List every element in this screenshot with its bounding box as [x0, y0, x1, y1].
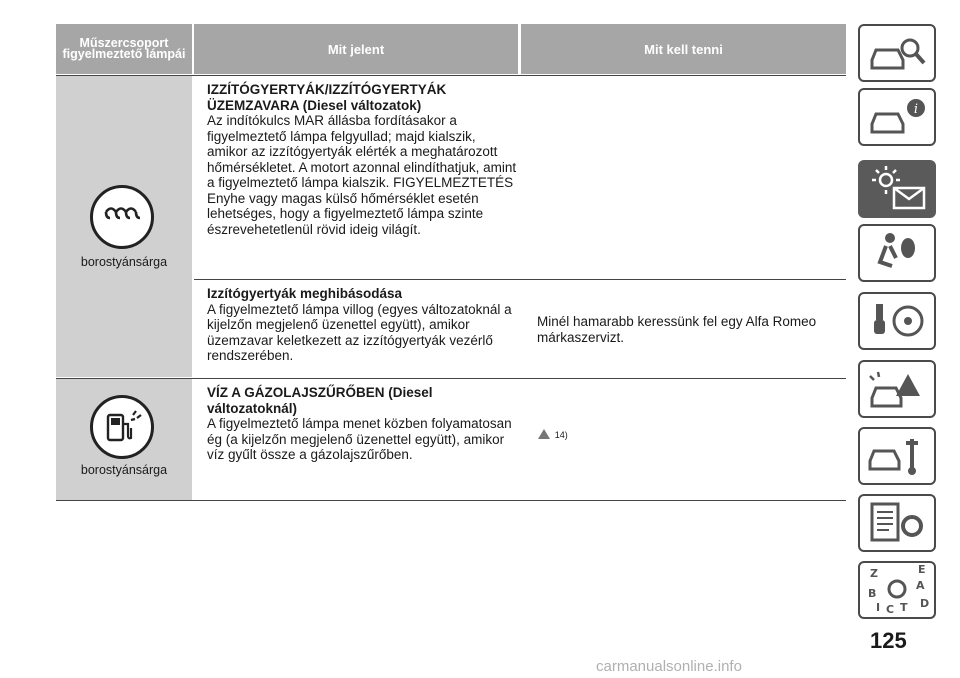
- svg-text:I: I: [876, 601, 881, 614]
- row-malfunction-text: [207, 286, 517, 364]
- tab-car-service[interactable]: [858, 427, 936, 485]
- car-search-icon: [860, 26, 934, 80]
- alphabet-index-icon: [860, 563, 934, 617]
- header-col-meaning: Mit jelent: [194, 24, 518, 74]
- svg-text:i: i: [913, 102, 919, 117]
- row-water-body: A figyelmeztető lámpa menet közben folyamatosan ég (a kijelzőn megjelenő üzenettel együtt), amikor víz gyűlt össze a gázolajszűrőben.: [207, 416, 512, 462]
- svg-text:E: E: [918, 563, 926, 576]
- lamp-color-label: borostyánsárga: [80, 255, 168, 269]
- row-malfunction-title: Izzítógyertyák meghibásodása: [207, 286, 403, 301]
- row-water-text: [207, 385, 517, 463]
- header-col-lamps: Műszercsoport figyelmeztető lámpái: [56, 24, 192, 74]
- page-number: 125: [870, 628, 907, 653]
- caution-triangle-icon: [537, 428, 551, 440]
- row-water-title: VÍZ A GÁZOLAJSZŰRŐBEN (Diesel változatoknál): [207, 385, 433, 416]
- tab-key-steering[interactable]: [858, 292, 936, 350]
- lamp-color-label: borostyánsárga: [80, 463, 168, 477]
- row-glow-plug-body: Az indítókulcs MAR állásba fordításakor a figyelmeztető lámpa felgyullad; majd kialszik, amikor az izzítógyertyák elérték a meghatározott hőmérsékletet. A motort azonnal elindíthatjuk, amint a figyelmeztető lámpa kialszik. FIGYELMEZTETÉS Enyhe vagy magas külső hőmérséklet esetén lehetséges, hogy a figyelmeztető lámpa szinte észrevehetetlenül rövid ideig világít.: [207, 113, 517, 237]
- row-malfunction-body: A figyelmeztető lámpa villog (egyes változatoknál a kijelzőn megjelenő üzenettel együtt), amikor üzemzavar keletkezett az izzítógyertyák vezérlő rendszerében.: [207, 301, 512, 363]
- header-col-action: Mit kell tenni: [521, 24, 846, 74]
- svg-text:A: A: [916, 579, 925, 592]
- table-bottom-divider: [56, 500, 846, 501]
- water-in-fuel-icon: [90, 395, 154, 459]
- row-water-action: [537, 428, 837, 444]
- row-glow-plug-title: IZZÍTÓGYERTYÁK/IZZÍTÓGYERTYÁK ÜZEMZAVARA (Diesel változatok): [207, 82, 447, 113]
- specs-gear-icon: [860, 496, 934, 550]
- svg-text:B: B: [868, 587, 877, 600]
- tab-warning-lights[interactable]: [858, 160, 936, 218]
- car-info-icon: [860, 90, 934, 144]
- svg-text:C: C: [886, 603, 895, 616]
- airbag-safety-icon: [860, 226, 934, 280]
- tab-alphabet-index[interactable]: [858, 561, 936, 619]
- tab-airbag-safety[interactable]: [858, 224, 936, 282]
- car-service-icon: [860, 429, 934, 483]
- tab-car-emergency[interactable]: [858, 360, 936, 418]
- svg-text:D: D: [920, 597, 930, 610]
- tab-car-info[interactable]: [858, 88, 936, 146]
- tab-car-search[interactable]: [858, 24, 936, 82]
- watermark: carmanualsonline.info: [596, 658, 742, 675]
- car-emergency-icon: [860, 362, 934, 416]
- svg-text:T: T: [900, 601, 908, 614]
- key-steering-wheel-icon: [860, 294, 934, 348]
- row-malfunction-action: Minél hamarabb keressünk fel egy Alfa Romeo márkaszervizt.: [537, 314, 817, 345]
- row-glow-plug-text: [207, 82, 517, 237]
- footnote-ref: 14): [554, 430, 568, 440]
- row-divider: [194, 279, 846, 280]
- glow-plug-icon: [90, 185, 154, 249]
- svg-text:Z: Z: [870, 567, 878, 580]
- warning-lights-icon: [860, 162, 934, 216]
- tab-specs[interactable]: [858, 494, 936, 552]
